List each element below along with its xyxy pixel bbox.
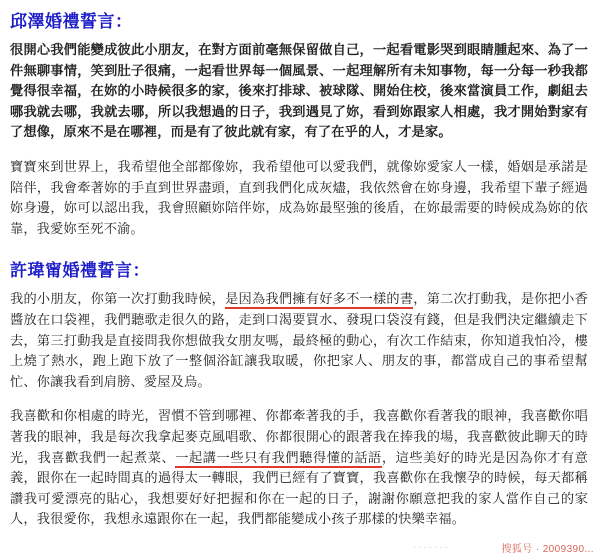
section-1-paragraph-1: 很開心我們能變成彼此小朋友，在對方面前毫無保留做自己，一起看電影哭到眼睛腫起來、為了一件無聊事情，笑到肚子很痛，一起看世界每一個風景、一起理解所有未知事物，每一分每一秒我都覺得很幸福，在妳的小時候很多的家，後來打排球、被球隊、開始住校，後來當演員工作，劇組去哪我就去哪，我就去哪，所以我想過的日子，我到遇見了妳，看到妳跟家人相處，我才開始對家有了想像，原來不是在哪裡，而是有了彼此就有家，有了在乎的人，才是家。 <box>10 42 588 140</box>
underlined-phrase: 是因為我們擁有好多不一樣的書 <box>225 291 413 309</box>
section-1-paragraph-2: 寶寶來到世界上，我希望他全部都像妳，我希望他可以愛我們，就像妳愛家人一樣，婚姻是承諾是陪伴，我會牽著妳的手直到世界盡頭，直到我們化成灰燼，我依然會在妳身邊，我希望下輩子經過妳身邊，妳可以認出我，我會照顧妳陪伴妳，成為妳最堅強的後盾，在妳最需要的時候成為妳的依靠，我愛妳至死不渝。 <box>10 158 588 236</box>
section-2-paragraph-1-text: 我的小朋友，你第一次打動我時候，是因為我們擁有好多不一樣的書，第二次打動我，是你把小香醬放在口袋裡，我們聽歌走很久的路，走到口渴要買水、發現口袋沒有錢，但是我們決定繼續走下去，第三打動我是直接問我你想做我女朋友嗎，最終極的動心，有次工作結束，你知道我怕冷，樓上燒了熱水，跑上跑下放了一整個浴缸讓我取暖，你把家人、朋友的事，都當成自己的事希望幫忙、你讓我看到肩膀、愛屋及烏。 <box>10 291 588 389</box>
section-2-paragraph-1 <box>10 289 588 392</box>
section-title-1: 邱澤婚禮誓言： <box>10 12 133 31</box>
underlined-phrase: 一起講一些只有我們聽得懂的話語 <box>175 450 382 468</box>
watermark-label: 搜狐号 · 2009390... <box>501 544 594 555</box>
section-title-2: 許瑋甯婚禮誓言： <box>10 261 150 281</box>
section-2-paragraph-2-text: 我喜歡和你相處的時光，習慣不管到哪裡、你都牽著我的手，我喜歡你看著我的眼神，我喜歡你唱著我的眼神，我是每次我拿起麥克風唱歌、你都很開心的跟著我在捧我的場，我喜歡彼此聊天的時光，我喜歡我們一起煮菜、一起講一些只有我們聽得懂的話語，這些美好的時光是因為你才有意義，跟你在一起時間真的過得太一轉眼，我們已經有了寶寶，我喜歡你在我懷孕的時候，每天都稱讚我可愛漂亮的貼心，我想要好好把握和你在一起的日子，謝謝你願意把我的家人當作自己的家人，我很愛你，我想永遠跟你在一起，我們都能變成小孩子那樣的快樂幸福。 <box>10 408 588 527</box>
watermark-dots: ······· <box>412 542 450 553</box>
section-2-paragraph-2 <box>10 406 588 530</box>
